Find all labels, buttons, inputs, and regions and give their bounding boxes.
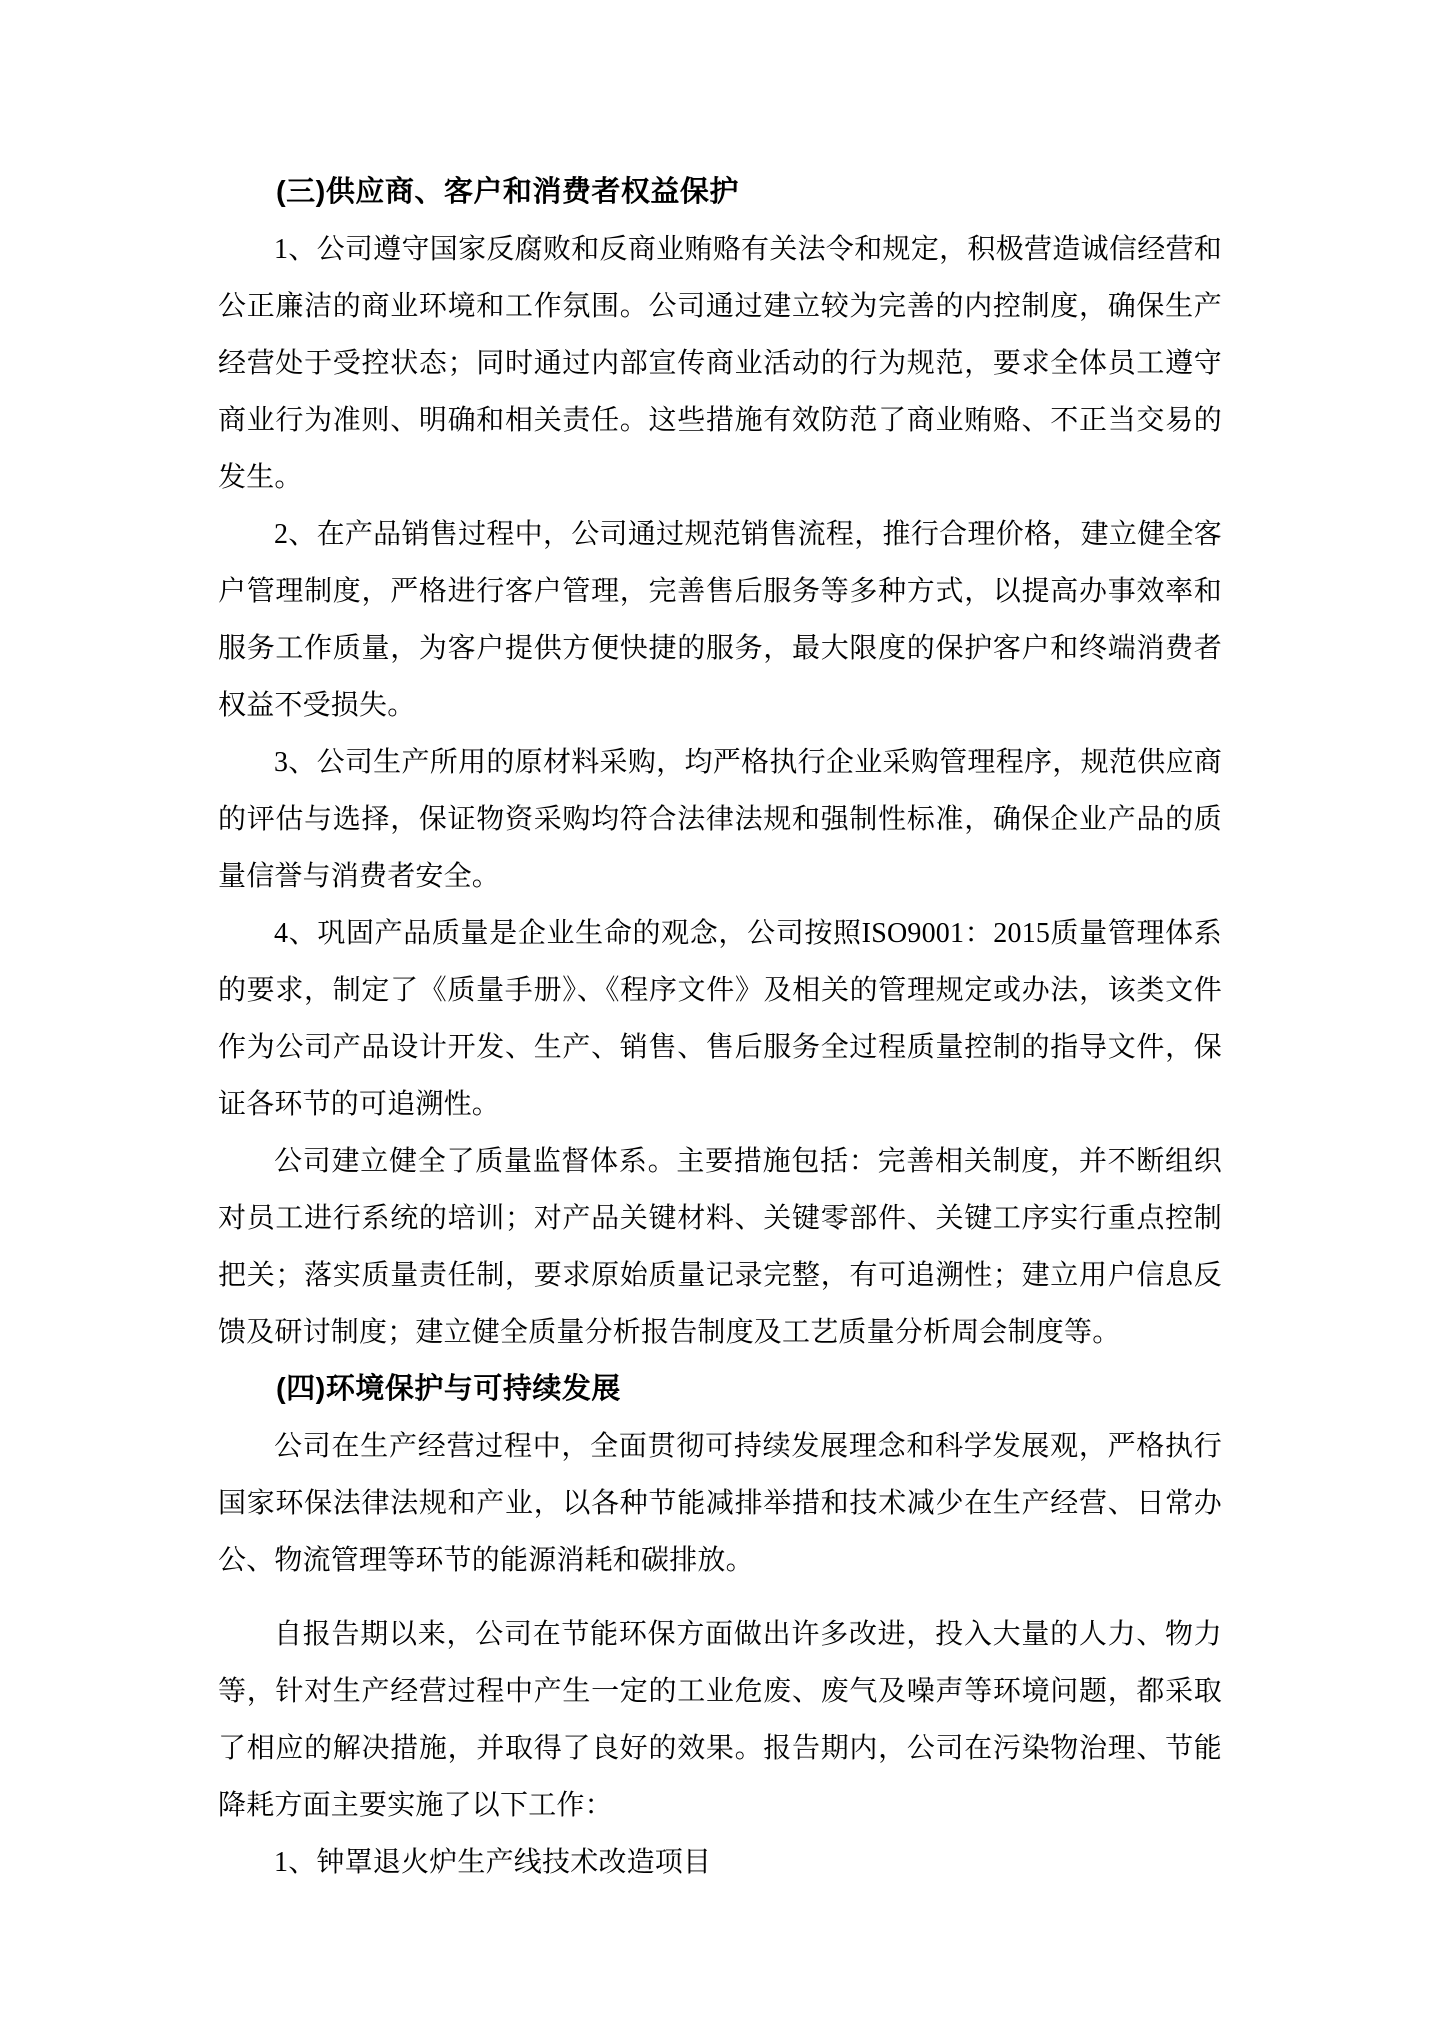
section-heading-supplier-customer-consumer-rights: (三)供应商、客户和消费者权益保护 — [276, 176, 739, 208]
paragraph-raw-material-procurement: 3、公司生产所用的原材料采购，均严格执行企业采购管理程序，规范供应商的评估与选择，保证物资采购均符合法律法规和强制性标准，确保企业产品的质量信誉与消费者安全。 — [218, 747, 1222, 892]
paragraph-anti-bribery: 1、公司遵守国家反腐败和反商业贿赂有关法令和规定，积极营造诚信经营和公正廉洁的商业环境和工作氛围。公司通过建立较为完善的内控制度，确保生产经营处于受控状态；同时通过内部宣传商业活动的行为规范，要求全体员工遵守商业行为准则、明确和相关责任。这些措施有效防范了商业贿赂、不正当交易的发生。 — [218, 234, 1222, 493]
paragraph-quality-supervision-measures: 公司建立健全了质量监督体系。主要措施包括：完善相关制度，并不断组织对员工进行系统的培训；对产品关键材料、关键零部件、关键工序实行重点控制把关；落实质量责任制，要求原始质量记录完整，有可追溯性；建立用户信息反馈及研讨制度；建立健全质量分析报告制度及工艺质量分析周会制度等。 — [218, 1146, 1222, 1348]
section-heading-environment-sustainability: (四)环境保护与可持续发展 — [276, 1373, 621, 1405]
paragraph-annealing-furnace-project: 1、钟罩退火炉生产线技术改造项目 — [274, 1847, 712, 1878]
paragraph-quality-management-system: 4、巩固产品质量是企业生命的观念，公司按照ISO9001：2015质量管理体系的要求，制定了《质量手册》、《程序文件》及相关的管理规定或办法，该类文件作为公司产品设计开发、生产、销售、售后服务全过程质量控制的指导文件，保证各环节的可追溯性。 — [218, 918, 1222, 1120]
paragraph-sustainable-development: 公司在生产经营过程中，全面贯彻可持续发展理念和科学发展观，严格执行国家环保法律法规和产业，以各种节能减排举措和技术减少在生产经营、日常办公、物流管理等环节的能源消耗和碳排放。 — [218, 1431, 1222, 1576]
paragraph-sales-customer-management: 2、在产品销售过程中，公司通过规范销售流程，推行合理价格，建立健全客户管理制度，严格进行客户管理，完善售后服务等多种方式，以提高办事效率和服务工作质量，为客户提供方便快捷的服务，最大限度的保护客户和终端消费者权益不受损失。 — [218, 519, 1222, 721]
paragraph-energy-saving-improvements: 自报告期以来，公司在节能环保方面做出许多改进，投入大量的人力、物力等，针对生产经营过程中产生一定的工业危废、废气及噪声等环境问题，都采取了相应的解决措施，并取得了良好的效果。报告期内，公司在污染物治理、节能降耗方面主要实施了以下工作： — [218, 1619, 1222, 1821]
